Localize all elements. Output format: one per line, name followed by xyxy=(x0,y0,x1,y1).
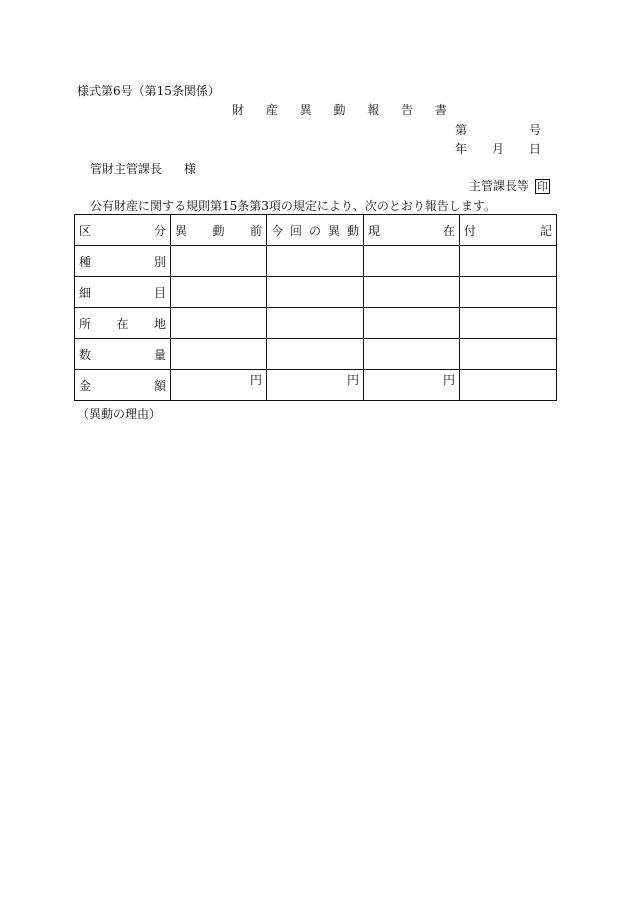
header-char: 前 xyxy=(249,223,262,238)
value-cell[interactable] xyxy=(267,277,364,308)
row-label-char: 種 xyxy=(79,254,92,269)
value-cell[interactable] xyxy=(171,339,267,370)
table-row xyxy=(75,308,557,339)
number-prefix: 第 xyxy=(455,123,468,137)
reason-label: （異動の理由） xyxy=(77,407,162,421)
row-label xyxy=(75,246,171,277)
value-cell[interactable] xyxy=(171,277,267,308)
header-char: 回 xyxy=(289,223,302,238)
column-header xyxy=(460,215,557,246)
addressee-honorific: 様 xyxy=(184,162,197,176)
column-header-label xyxy=(271,222,359,239)
table-header-row xyxy=(75,215,557,246)
row-label-char: 目 xyxy=(153,285,166,300)
value-cell[interactable] xyxy=(364,277,460,308)
value-cell[interactable] xyxy=(171,246,267,277)
document-title: 財 産 異 動 報 告 書 xyxy=(232,103,456,117)
row-label-text xyxy=(79,346,166,363)
intro-text: 公有財産に関する規則第15条第3項の規定により、次のとおり報告します。 xyxy=(90,199,496,213)
value-cell[interactable] xyxy=(364,339,460,370)
row-label xyxy=(75,339,171,370)
column-header-label xyxy=(175,222,262,239)
table-row xyxy=(75,339,557,370)
row-label-char: 金 xyxy=(79,378,92,393)
row-label-char: 所 xyxy=(79,316,92,331)
row-label-char: 量 xyxy=(153,347,166,362)
column-header xyxy=(75,215,171,246)
value-cell[interactable] xyxy=(364,308,460,339)
row-label-text xyxy=(79,315,166,332)
date-year: 年 xyxy=(455,142,468,156)
column-header xyxy=(171,215,267,246)
header-char: 異 xyxy=(175,223,188,238)
row-label-text xyxy=(79,284,166,301)
addressee-name: 管財主管課長 xyxy=(90,162,163,176)
value-cell[interactable] xyxy=(460,370,557,401)
number-suffix: 号 xyxy=(529,123,542,137)
header-char: 異 xyxy=(327,223,340,238)
column-header-label xyxy=(368,222,455,239)
seal-mark: 印 xyxy=(537,180,549,193)
value-cell[interactable] xyxy=(364,370,460,401)
value-cell[interactable] xyxy=(267,308,364,339)
form-number: 様式第6号（第15条関係） xyxy=(77,84,220,98)
header-char: 付 xyxy=(464,223,477,238)
row-label-text xyxy=(79,253,166,270)
yen-unit: 円 xyxy=(442,373,455,387)
row-label-char: 在 xyxy=(116,316,129,331)
header-char: 動 xyxy=(346,223,359,238)
table-row xyxy=(75,277,557,308)
row-label xyxy=(75,277,171,308)
value-cell[interactable] xyxy=(460,339,557,370)
value-cell[interactable] xyxy=(460,277,557,308)
sender xyxy=(469,179,550,194)
column-header-label xyxy=(79,222,166,239)
date-day: 日 xyxy=(529,142,542,156)
yen-unit: 円 xyxy=(249,373,262,387)
header-char: の xyxy=(308,223,321,238)
header-char: 記 xyxy=(539,223,552,238)
value-cell[interactable] xyxy=(267,370,364,401)
column-header-label xyxy=(464,222,552,239)
sender-name: 主管課長等 xyxy=(469,179,530,193)
row-label-char: 地 xyxy=(153,316,166,331)
value-cell[interactable] xyxy=(460,308,557,339)
row-label xyxy=(75,370,171,401)
value-cell[interactable] xyxy=(460,246,557,277)
row-label-char: 数 xyxy=(79,347,92,362)
header-char: 在 xyxy=(442,223,455,238)
header-char: 現 xyxy=(368,223,381,238)
header-char: 今 xyxy=(271,223,284,238)
header-char: 区 xyxy=(79,223,92,238)
column-header xyxy=(364,215,460,246)
row-label-char: 額 xyxy=(153,378,166,393)
table-row xyxy=(75,246,557,277)
column-header xyxy=(267,215,364,246)
value-cell[interactable] xyxy=(171,370,267,401)
value-cell[interactable] xyxy=(364,246,460,277)
row-label xyxy=(75,308,171,339)
date-month: 月 xyxy=(492,142,505,156)
report-table xyxy=(74,214,557,401)
yen-unit: 円 xyxy=(346,373,359,387)
value-cell[interactable] xyxy=(267,339,364,370)
table-row xyxy=(75,370,557,401)
row-label-text xyxy=(79,377,166,394)
header-char: 動 xyxy=(212,223,225,238)
row-label-char: 別 xyxy=(153,254,166,269)
addressee xyxy=(90,162,196,176)
row-label-char: 細 xyxy=(79,285,92,300)
value-cell[interactable] xyxy=(171,308,267,339)
header-char: 分 xyxy=(153,223,166,238)
value-cell[interactable] xyxy=(267,246,364,277)
